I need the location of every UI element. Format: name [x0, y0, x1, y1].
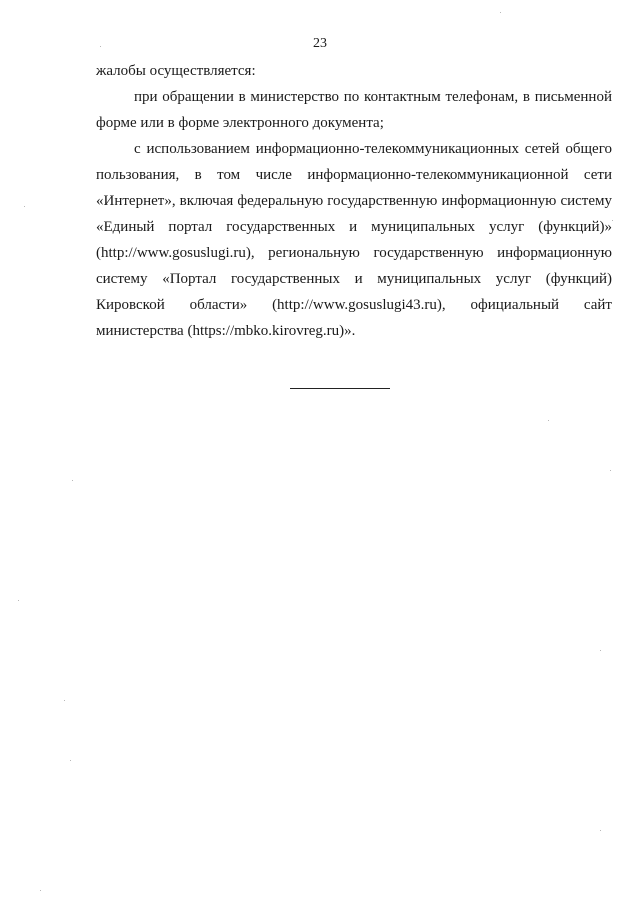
scan-speck: [610, 470, 611, 471]
document-body: [96, 58, 612, 344]
paragraph-complaint-intro: жалобы осуществляется:: [96, 63, 256, 79]
scan-speck: [24, 206, 25, 207]
scan-speck: [548, 420, 549, 421]
scan-speck: [72, 480, 73, 481]
scan-speck: [18, 600, 19, 601]
scan-speck: [40, 890, 41, 891]
scan-speck: [64, 700, 65, 701]
page-number: 23: [313, 36, 327, 51]
paragraph-internet-portals: с использованием информационно-телекоммуникационных сетей общего пользования, в том числе информационно-телекоммуникационной сети «Интернет», включая федеральную государственную информационную систему «Единый портал государственных и муниципальных услуг (функций)» (http://www.gosuslugi.ru), региональную государственную информационную систему «Портал государственных и муниципальных услуг (функций) Кировской области» (http://www.gosuslugi43.ru), официальный сайт министерства (https://mbko.kirovreg.ru)».: [96, 141, 612, 339]
closing-rule-line: [290, 388, 390, 389]
scan-speck: [600, 830, 601, 831]
scan-speck: [70, 760, 71, 761]
scan-speck: [600, 650, 601, 651]
scan-speck: [100, 46, 101, 47]
scan-speck: [612, 220, 613, 221]
scan-speck: [500, 12, 501, 13]
paragraph-phone-written-electronic: при обращении в министерство по контактным телефонам, в письменной форме или в форме электронного документа;: [96, 89, 612, 131]
